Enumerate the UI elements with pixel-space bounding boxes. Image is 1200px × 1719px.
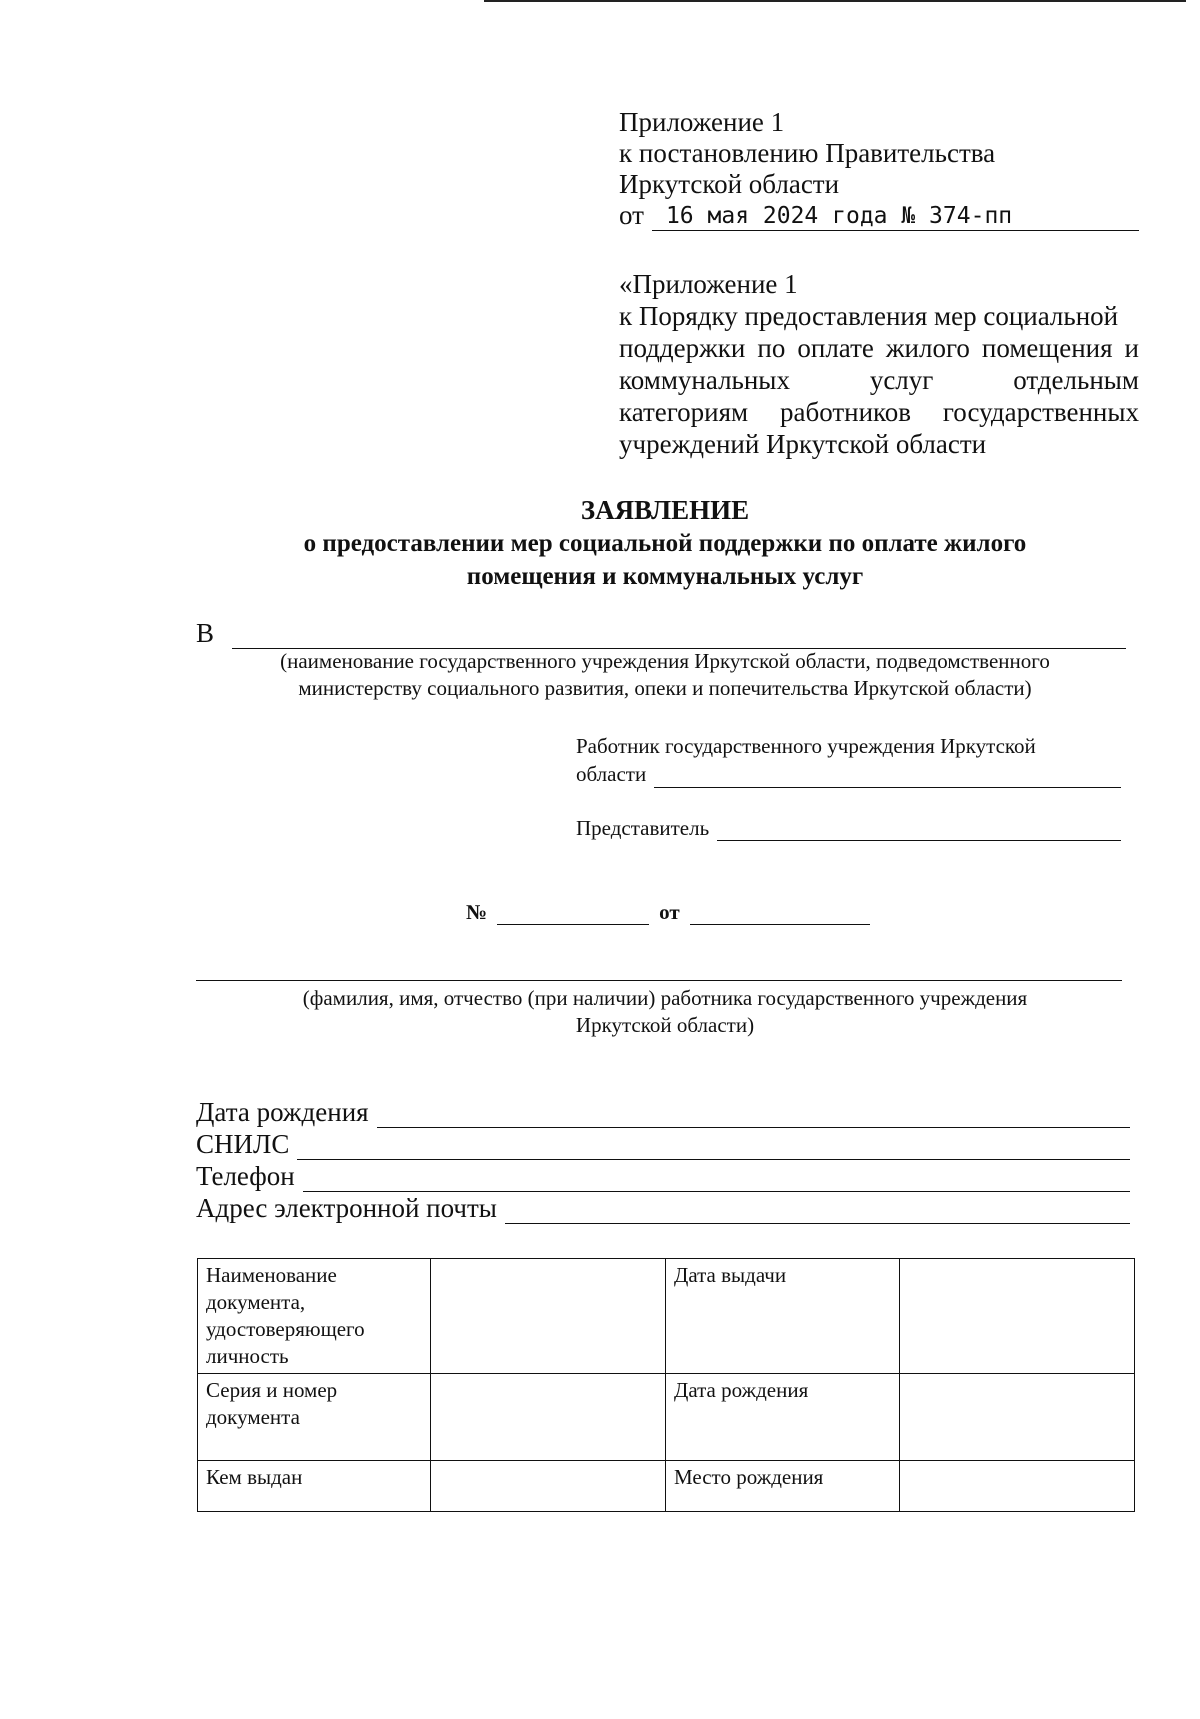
table-row <box>198 1461 1135 1512</box>
phone-row <box>196 1160 1130 1192</box>
appendix-line: Приложение 1 <box>619 107 785 137</box>
caption-line: министерству социального развития, опеки и попечительства Иркутской области) <box>298 676 1032 700</box>
worker-field[interactable] <box>654 765 1121 788</box>
snils-field[interactable] <box>297 1135 1130 1160</box>
personal-fields <box>196 1096 1130 1224</box>
table-label-cell: Дата выдачи <box>666 1259 900 1374</box>
table-input-cell[interactable] <box>431 1259 666 1374</box>
caption-line: (наименование государственного учреждения Иркутской области, подведомственного <box>280 649 1050 673</box>
number-label: № <box>466 900 488 924</box>
table-input-cell[interactable] <box>431 1374 666 1461</box>
caption-line: Иркутской области) <box>575 1013 755 1037</box>
snils-row <box>196 1128 1130 1160</box>
recipient-label: В <box>196 618 215 648</box>
order-appendix-header <box>619 268 1139 460</box>
recipient-caption <box>200 648 1130 702</box>
table-row <box>198 1374 1135 1461</box>
date-prefix: от <box>619 200 644 230</box>
appendix-line: Иркутской области <box>619 169 840 199</box>
snils-label: СНИЛС <box>196 1129 290 1159</box>
top-rule <box>484 0 1186 2</box>
birth-date-row <box>196 1096 1130 1128</box>
appendix-line: к постановлению Правительства <box>619 138 996 168</box>
table-label-cell: Серия и номер документа <box>198 1374 431 1461</box>
table-input-cell[interactable] <box>900 1259 1135 1374</box>
email-row <box>196 1192 1130 1224</box>
email-label: Адрес электронной почты <box>196 1193 497 1223</box>
fio-field[interactable] <box>196 980 1122 981</box>
table-label-cell: Дата рождения <box>666 1374 900 1461</box>
title-sub: помещения и коммунальных услуг <box>466 563 864 590</box>
order-appendix-line: учреждений Иркутской области <box>619 429 987 459</box>
order-appendix-line: поддержки по оплате жилого помещения и <box>619 333 1139 363</box>
identity-document-table <box>197 1258 1135 1512</box>
birth-date-label: Дата рождения <box>196 1097 369 1127</box>
table-row <box>198 1259 1135 1374</box>
title-main: ЗАЯВЛЕНИЕ <box>580 495 750 525</box>
representative-label: Представитель <box>576 816 710 840</box>
recipient-line <box>196 618 1126 649</box>
order-appendix-line: «Приложение 1 <box>619 269 798 299</box>
registration-number-line <box>466 900 870 925</box>
decree-date-value: 16 мая 2024 года № 374-пп <box>652 203 1139 231</box>
document-title <box>200 494 1130 593</box>
table-input-cell[interactable] <box>431 1461 666 1512</box>
representative-line <box>576 816 1121 841</box>
phone-field[interactable] <box>303 1167 1130 1192</box>
worker-label: области <box>576 762 647 786</box>
order-appendix-line: категориям работников государственных <box>619 397 1139 427</box>
representative-field[interactable] <box>717 818 1121 841</box>
table-label-cell: Наименование документа, удостоверяющего личность <box>198 1259 431 1374</box>
from-label: от <box>659 900 680 924</box>
order-appendix-line: коммунальных услуг отдельным <box>619 365 1139 395</box>
table-input-cell[interactable] <box>900 1461 1135 1512</box>
table-label-cell: Кем выдан <box>198 1461 431 1512</box>
worker-label: Работник государственного учреждения Иркутской <box>576 734 1036 758</box>
worker-block <box>576 732 1121 788</box>
order-appendix-line: к Порядку предоставления мер социальной <box>619 301 1119 331</box>
decree-date-line <box>619 200 1139 231</box>
caption-line: (фамилия, имя, отчество (при наличии) работника государственного учреждения <box>302 986 1028 1010</box>
phone-label: Телефон <box>196 1161 295 1191</box>
from-date-field[interactable] <box>690 902 870 925</box>
recipient-field[interactable] <box>232 622 1126 649</box>
number-field[interactable] <box>497 902 649 925</box>
table-label-cell: Место рождения <box>666 1461 900 1512</box>
title-sub: о предоставлении мер социальной поддержки по оплате жилого <box>303 530 1027 557</box>
fio-caption <box>200 985 1130 1039</box>
birth-date-field[interactable] <box>377 1103 1130 1128</box>
table-input-cell[interactable] <box>900 1374 1135 1461</box>
email-field[interactable] <box>505 1199 1130 1224</box>
appendix-header <box>619 107 1139 231</box>
